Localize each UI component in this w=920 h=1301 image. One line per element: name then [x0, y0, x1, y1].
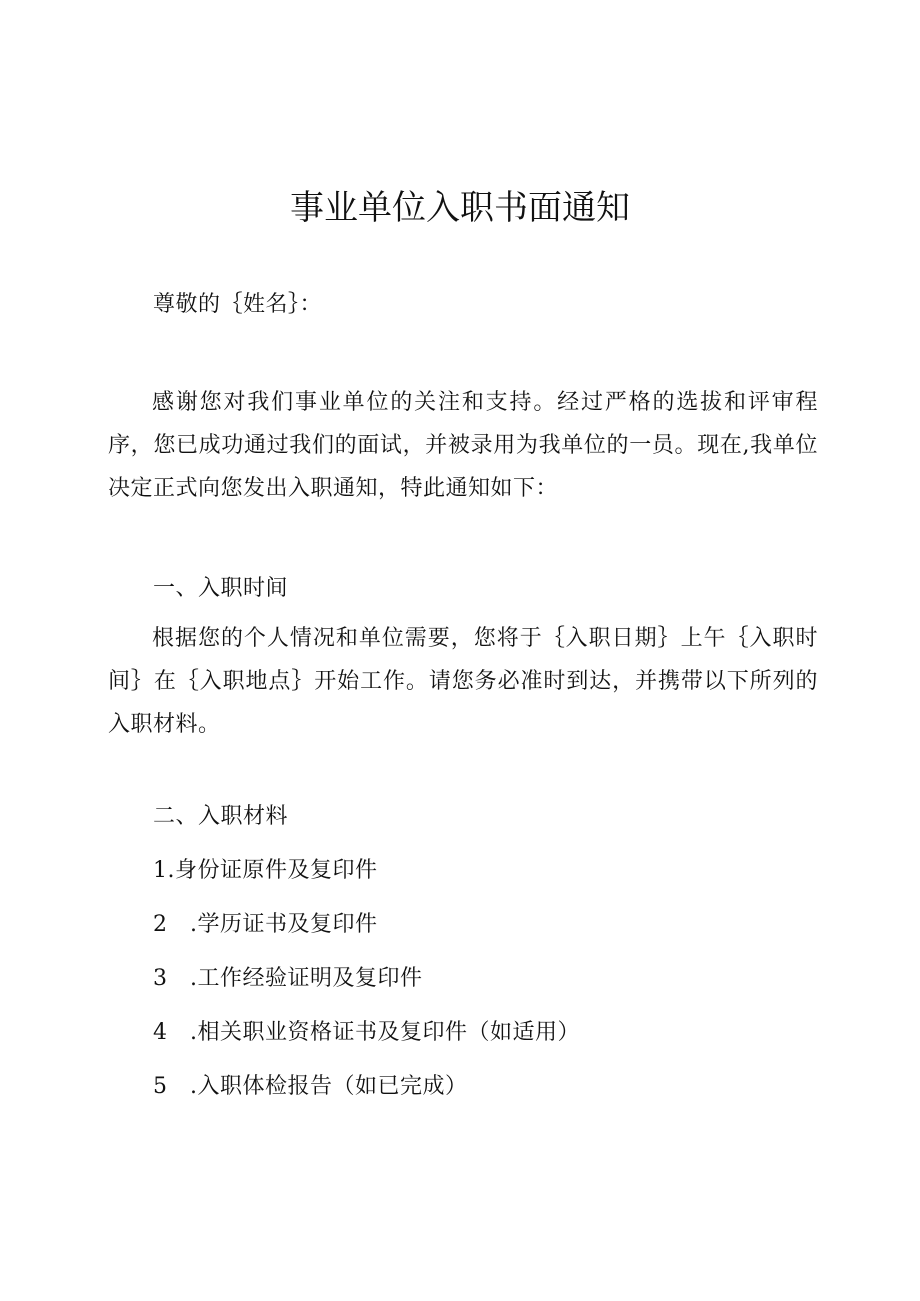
section-1-heading: 一、入职时间 — [153, 576, 289, 601]
material-item-5: 5 .入职体检报告（如已完成） — [153, 1074, 468, 1099]
material-item-2: 2 .学历证书及复印件 — [153, 912, 378, 937]
material-item-3: 3 .工作经验证明及复印件 — [153, 966, 423, 991]
section-1-paragraph: 根据您的个人情况和单位需要，您将于｛入职日期｝上午｛入职时间｝在｛入职地点｝开始工作。请您务必准时到达，并携带以下所列的入职材料。 — [108, 626, 818, 737]
salutation: 尊敬的｛姓名｝： — [153, 292, 323, 317]
intro-paragraph: 感谢您对我们事业单位的关注和支持。经过严格的选拔和评审程序，您已成功通过我们的面试，并被录用为我单位的一员。现在,我单位决定正式向您发出入职通知，特此通知如下： — [108, 390, 818, 501]
document-title: 事业单位入职书面通知 — [290, 188, 630, 228]
section-2-heading: 二、入职材料 — [153, 804, 289, 829]
material-item-1: 1.身份证原件及复印件 — [153, 858, 378, 883]
material-item-4: 4 .相关职业资格证书及复印件（如适用） — [153, 1020, 580, 1045]
